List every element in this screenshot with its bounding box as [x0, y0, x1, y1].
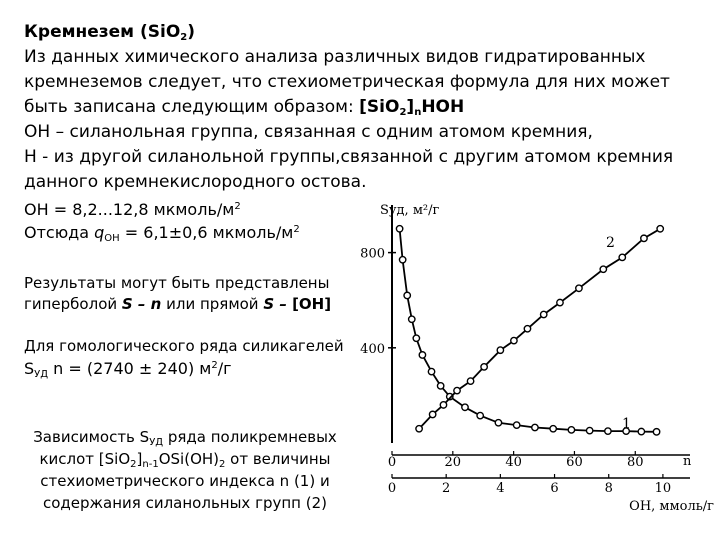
results-line-2: гиперболой S – n или прямой S – [OH]	[24, 295, 332, 313]
caption-line-3: стехиометрического индекса n (1) и	[40, 472, 330, 490]
series-2-point	[429, 411, 435, 417]
series-1-point	[404, 292, 410, 298]
series-2-point	[600, 266, 606, 272]
series-1-point	[409, 316, 415, 322]
x-axis-oh-label: OH, ммоль/г	[629, 499, 714, 514]
series-2-point	[440, 402, 446, 408]
x-axis-oh-tick-label: 0	[387, 481, 397, 496]
section-title: Кремнезем (SiO$_2$)	[24, 22, 196, 43]
series-2-label: 2	[606, 235, 615, 251]
series-2-point	[467, 378, 473, 384]
series-1-label: 1	[622, 416, 631, 432]
x-axis-n-tick-label: 60	[566, 455, 583, 470]
series-2-point	[557, 299, 563, 305]
series-1-point	[586, 427, 592, 433]
caption-line-1: Зависимость $S_{УД}$ ряда поликремневых	[33, 428, 337, 448]
x-axis-n-label: n	[683, 454, 692, 469]
x-axis-oh-tick-label: 4	[496, 481, 505, 496]
y-axis-label: Sуд, м²/г	[380, 203, 440, 218]
homologous-series-line: Для гомологического ряда силикагелей	[24, 337, 344, 355]
x-axis-oh-tick-label: 8	[604, 481, 613, 496]
series-2-point	[541, 311, 547, 317]
x-axis-oh-tick-label: 6	[550, 481, 559, 496]
series-2-point	[497, 347, 503, 353]
x-axis-n-tick-label: 80	[626, 455, 644, 470]
caption-line-4: содержания силанольных групп (2)	[43, 494, 327, 512]
stoichiometric-formula: $[SiO_2]_nHOH$	[359, 97, 465, 118]
series-2-point	[481, 364, 487, 370]
series-1-point	[419, 352, 425, 358]
x-axis-n-tick-label: 40	[505, 455, 522, 470]
x-axis-oh-tick-label: 10	[654, 481, 672, 496]
intro-line-3: быть записана следующим образом: $[SiO_2]_nHOH$	[24, 97, 465, 118]
series-2-point	[416, 426, 422, 432]
series-1-point	[638, 428, 644, 434]
series-2-point	[511, 337, 517, 343]
x-axis-n-tick-label: 20	[444, 455, 462, 470]
series-2-point	[524, 326, 530, 332]
oh-range: OH = 8,2...12,8 мкмоль/$м^2$	[24, 200, 241, 219]
series-1-point	[513, 422, 519, 428]
intro-line-1: Из данных химического анализа различных видов гидратированных	[24, 47, 646, 67]
intro-line-2: кремнеземов следует, что стехиометрическая формула для них может	[24, 72, 670, 92]
x-axis-oh-tick-label: 2	[442, 481, 451, 496]
series-2-point	[641, 235, 647, 241]
series-2-point	[619, 254, 625, 260]
results-line-1: Результаты могут быть представлены	[24, 274, 330, 292]
series-1-point	[477, 412, 483, 418]
y-tick-label: 800	[360, 246, 385, 262]
q-oh-value: Отсюда $q_{OH} = 6,1\pm 0,6$ мкмоль/$м^2$	[24, 223, 300, 244]
series-1-point	[532, 424, 538, 430]
series-1-point	[413, 335, 419, 341]
intro-line-5: H - из другой силанольной группы,связанной с другим атомом кремния	[24, 147, 674, 167]
intro-line-4: OH – силанольная группа, связанная с одним атомом кремния,	[24, 122, 593, 142]
series-2-point	[454, 387, 460, 393]
series-1-point	[437, 383, 443, 389]
series-1-point	[550, 426, 556, 432]
series-1-point	[653, 429, 659, 435]
caption-line-2: кислот $[SiO_2]_{n-1}OSi(OH)_2$ от величины	[39, 450, 331, 470]
y-tick-label: 400	[360, 341, 385, 357]
series-1-point	[428, 368, 434, 374]
s-ud-formula: $S_{УД}$ n = (2740 ± 240) $м^2/г$	[24, 359, 232, 380]
x-axis-n-tick-label: 0	[387, 455, 397, 470]
series-1-point	[462, 404, 468, 410]
series-1-point	[396, 226, 402, 232]
series-1-point	[495, 420, 501, 426]
series-2-point	[657, 226, 663, 232]
series-1-point	[568, 427, 574, 433]
series-1-point	[605, 428, 611, 434]
series-2-point	[576, 285, 582, 291]
series-1-point	[399, 257, 405, 263]
intro-line-6: данного кремнекислородного остова.	[24, 172, 367, 192]
